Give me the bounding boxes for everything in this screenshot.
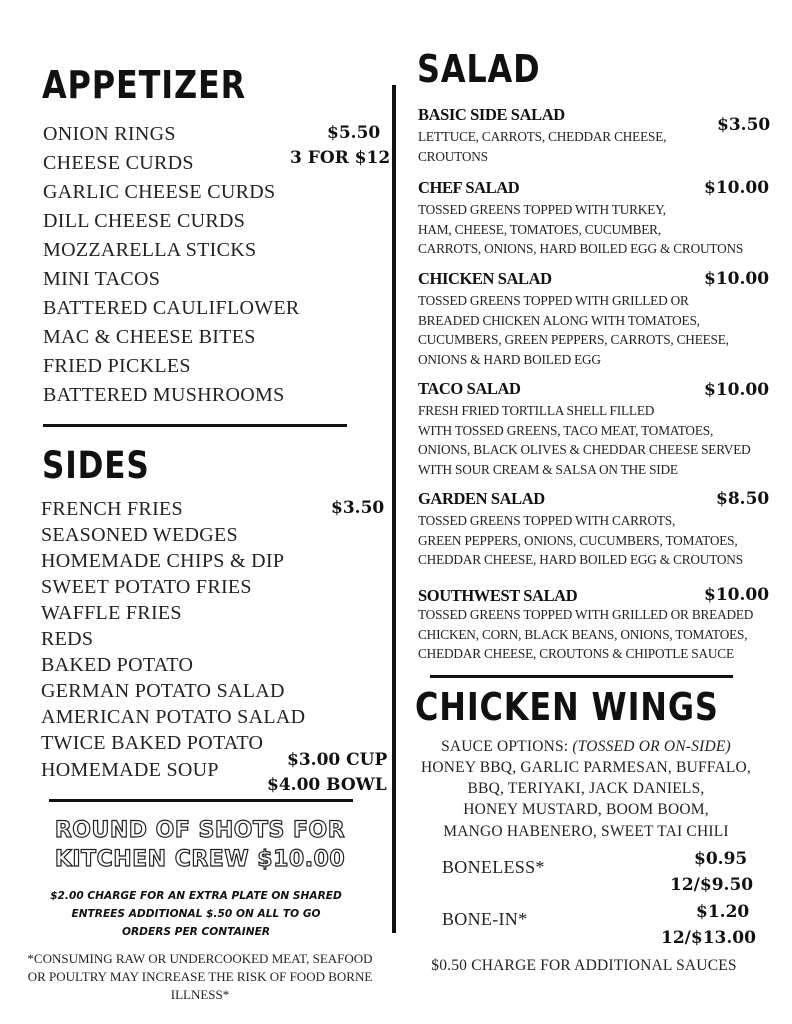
list-item: WAFFLE FRIES [41,602,182,624]
salad-description [418,401,763,479]
list-item: DILL CHEESE CURDS [43,210,246,232]
soup-cup-price: $3.00 CUP [287,750,388,770]
salad-name: SOUTHWEST SALAD [418,586,578,605]
desc-line: HAM, CHEESE, TOMATOES, CUCUMBER, [418,221,661,237]
boneless-dozen-price: 12/$9.50 [670,875,754,895]
list-item: CHEESE CURDS [43,152,194,174]
list-item: MOZZARELLA STICKS [43,239,257,261]
salad-price: $10.00 [704,585,770,605]
note-line: $2.00 CHARGE FOR AN EXTRA PLATE ON SHARED [50,890,342,902]
salad-description [418,511,763,570]
salad-description [418,200,763,259]
list-item: FRIED PICKLES [43,355,191,377]
note-line: ENTREES ADDITIONAL $.50 ON ALL TO GO [71,908,321,920]
list-item: TWICE BAKED POTATO [41,732,264,754]
boneless-label: BONELESS* [442,857,545,877]
salad-heading: SALAD [417,47,541,91]
sides-divider [49,799,353,802]
additional-sauce-charge: $0.50 CHARGE FOR ADDITIONAL SAUCES [431,957,737,974]
salad-description [418,291,763,369]
salad-description [418,127,763,166]
disclaimer-line: OR POULTRY MAY INCREASE THE RISK OF FOOD BORNE [27,969,373,984]
list-item: BATTERED MUSHROOMS [43,384,285,406]
list-item: GERMAN POTATO SALAD [41,680,285,702]
bone-in-label: BONE-IN* [442,909,528,929]
list-item: GARLIC CHEESE CURDS [43,181,276,203]
appetizer-heading: APPETIZER [42,63,247,107]
list-item: BATTERED CAULIFLOWER [43,297,300,319]
disclaimer-line: *CONSUMING RAW OR UNDERCOOKED MEAT, SEAFOOD [27,951,373,966]
bone-in-dozen-price: 12/$13.00 [661,928,756,948]
desc-line: WITH TOSSED GREENS, TACO MEAT, TOMATOES, [418,422,714,438]
appetizer-divider [43,424,347,427]
list-item: HOMEMADE CHIPS & DIP [41,550,285,572]
desc-line: CROUTONS [418,148,488,164]
list-item: REDS [41,628,94,650]
desc-line: TOSSED GREENS TOPPED WITH GRILLED OR [418,293,689,308]
soup-bowl-price: $4.00 BOWL [267,775,387,795]
list-item: FRENCH FRIES [41,498,183,520]
desc-line: CUCUMBERS, GREEN PEPPERS, CARROTS, CHEESE, [418,332,729,347]
list-item: AMERICAN POTATO SALAD [41,706,306,728]
salad-price: $10.00 [704,178,770,198]
salad-price: $10.00 [704,269,770,289]
sauce-options-label: SAUCE OPTIONS: [441,738,573,755]
list-item: SWEET POTATO FRIES [41,576,252,598]
salad-name: CHICKEN SALAD [418,269,552,288]
salad-price: $10.00 [704,380,770,400]
onion-rings-price: $5.50 [327,123,381,143]
salad-description [418,605,763,664]
desc-line: ONIONS & HARD BOILED EGG [418,351,601,367]
sauce-list-line: BBQ, TERIYAKI, JACK DANIELS, [467,780,705,797]
salad-name: GARDEN SALAD [418,489,545,508]
food-safety-disclaimer [20,950,380,1004]
column-divider [392,85,396,933]
desc-line: CARROTS, ONIONS, HARD BOILED EGG & CROUTONS [418,241,744,256]
bone-in-price: $1.20 [696,902,750,922]
boneless-price: $0.95 [694,849,748,869]
cheese-curds-price: 3 FOR $12 [290,148,391,168]
salad-name: BASIC SIDE SALAD [418,105,565,124]
disclaimer-line: ILLNESS* [170,987,230,1002]
list-item: ONION RINGS [43,123,176,145]
desc-line: ONIONS, BLACK OLIVES & CHEDDAR CHEESE SERVED [418,442,751,457]
list-item: MINI TACOS [43,268,161,290]
sauce-options [401,739,771,755]
desc-line: TOSSED GREENS TOPPED WITH TURKEY, [418,202,666,217]
desc-line: CHICKEN, CORN, BLACK BEANS, ONIONS, TOMATOES, [418,626,748,642]
sauce-list-line: HONEY MUSTARD, BOOM BOOM, [463,801,709,818]
kitchen-crew-shots [45,816,355,874]
list-item: HOMEMADE SOUP [41,759,219,781]
list-item: BAKED POTATO [41,654,194,676]
list-item: MAC & CHEESE BITES [43,326,256,348]
salad-name: TACO SALAD [418,379,521,398]
salad-price: $8.50 [716,489,770,509]
desc-line: TOSSED GREENS TOPPED WITH GRILLED OR BREADED [418,607,754,622]
desc-line: WITH SOUR CREAM & SALSA ON THE SIDE [418,461,678,477]
sauce-list-line: HONEY BBQ, GARLIC PARMESAN, BUFFALO, [420,759,752,776]
note-line: ORDERS PER CONTAINER [122,926,270,938]
shots-line-2: KITCHEN CREW $10.00 [54,847,346,872]
salad-price: $3.50 [717,115,771,135]
salad-name: CHEF SALAD [418,178,520,197]
salad-divider [430,675,733,678]
desc-line: FRESH FRIED TORTILLA SHELL FILLED [418,403,655,418]
desc-line: CHEDDAR CHEESE, CROUTONS & CHIPOTLE SAUCE [418,646,734,661]
desc-line: LETTUCE, CARROTS, CHEDDAR CHEESE, [418,129,667,144]
chicken-wings-heading: CHICKEN WINGS [415,685,719,729]
sauce-options-note: (TOSSED OR ON-SIDE) [572,738,731,755]
sauce-list-line: MANGO HABENERO, SWEET TAI CHILI [443,823,729,840]
shots-line-1: ROUND OF SHOTS FOR [54,818,346,843]
sides-heading: SIDES [42,444,150,487]
desc-line: CHEDDAR CHEESE, HARD BOILED EGG & CROUTONS [418,552,743,567]
sides-price: $3.50 [331,498,385,518]
list-item: SEASONED WEDGES [41,524,238,546]
desc-line: GREEN PEPPERS, ONIONS, CUCUMBERS, TOMATOES, [418,532,738,548]
desc-line: BREADED CHICKEN ALONG WITH TOMATOES, [418,312,700,328]
extra-plate-note [21,887,371,941]
desc-line: TOSSED GREENS TOPPED WITH CARROTS, [418,513,676,528]
